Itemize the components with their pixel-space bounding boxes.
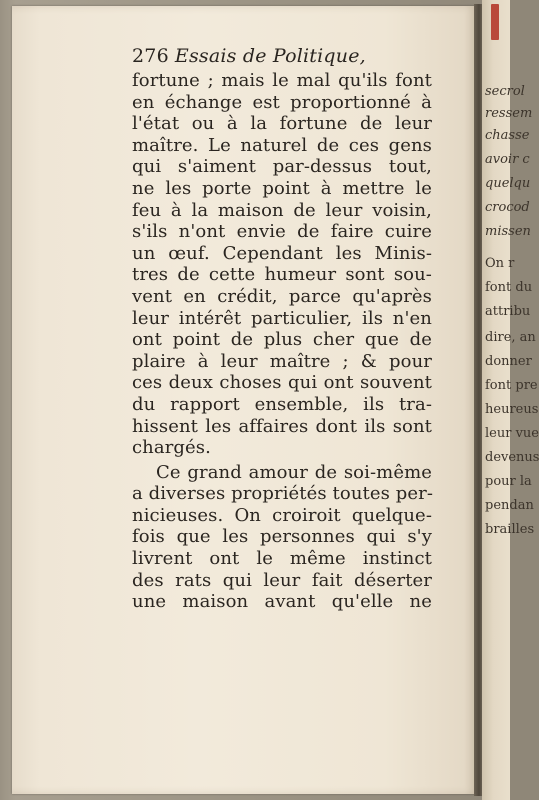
text-line: ont point de plus cher que de <box>132 329 432 351</box>
facing-page-fragment: ressem <box>485 106 533 121</box>
text-line: plaire à leur maître ; & pour <box>132 350 432 372</box>
text-line: a diverses propriétés toutes per- <box>132 483 434 505</box>
facing-page-fragment: crocod <box>485 200 530 215</box>
facing-page-fragment: pendan <box>485 498 534 513</box>
text-line: un œuf. Cependant les Minis- <box>132 242 432 264</box>
facing-page-fragment: donner <box>485 354 532 369</box>
text-line: des rats qui leur fait déserter <box>132 569 432 591</box>
text-line: du rapport ensemble, ils tra- <box>132 393 432 415</box>
text-line: tres de cette humeur sont sou- <box>132 264 432 286</box>
facing-page-fragment: On r <box>485 256 515 271</box>
facing-page-fragment: quelqu <box>485 176 531 191</box>
text-line: feu à la maison de leur voisin, <box>132 199 432 221</box>
text-line: leur intérêt particulier, ils n'en <box>132 307 432 329</box>
body-text <box>132 70 432 613</box>
text-line: fortune ; mais le mal qu'ils font <box>132 70 432 91</box>
text-line: en échange est proportionné à <box>132 91 432 113</box>
facing-page-fragment: font pre <box>485 378 538 393</box>
facing-page-fragment: secrol <box>485 84 525 99</box>
running-title: Essais de Politique, <box>174 45 366 67</box>
facing-page-fragment: devenus <box>485 450 539 465</box>
facing-page-fragment: chasse <box>485 128 530 143</box>
text-line: maître. Le naturel de ces gens <box>132 134 432 156</box>
facing-page-edge <box>482 0 539 800</box>
running-header <box>132 42 432 70</box>
facing-page-fragment: leur vue <box>485 426 539 441</box>
facing-page-fragment: attribu <box>485 304 531 319</box>
facing-page-fragment: missen <box>485 224 531 239</box>
text-line: vent en crédit, parce qu'après <box>132 285 432 307</box>
text-line: s'ils n'ont envie de faire cuire <box>132 221 432 243</box>
text-line: une maison avant qu'elle ne <box>132 591 432 613</box>
text-line: livrent ont le même instinct <box>132 548 432 570</box>
facing-page-fragment: pour la <box>485 474 532 489</box>
text-line: ne les porte point à mettre le <box>132 177 432 199</box>
facing-page-fragment: heureus <box>485 402 539 417</box>
ribbon-bookmark <box>491 4 499 40</box>
text-line: chargés. <box>132 437 211 459</box>
facing-page-fragment: avoir c <box>485 152 530 167</box>
text-line: hissent les affaires dont ils sont <box>132 415 432 437</box>
text-line: qui s'aiment par-dessus tout, <box>132 156 432 178</box>
facing-page-fragment: dire, an <box>485 330 536 345</box>
text-line: nicieuses. On croiroit quelque- <box>132 504 432 526</box>
facing-page-fragment: brailles <box>485 522 535 537</box>
page-number: 276 <box>132 45 169 67</box>
text-line: fois que les personnes qui s'y <box>132 526 432 548</box>
page-text <box>132 42 432 613</box>
text-line: l'état ou à la fortune de leur <box>132 113 432 135</box>
text-line: ces deux choses qui ont souvent <box>132 372 432 394</box>
facing-page-fragment: font du <box>485 280 533 295</box>
text-line: Ce grand amour de soi-même <box>156 461 432 483</box>
